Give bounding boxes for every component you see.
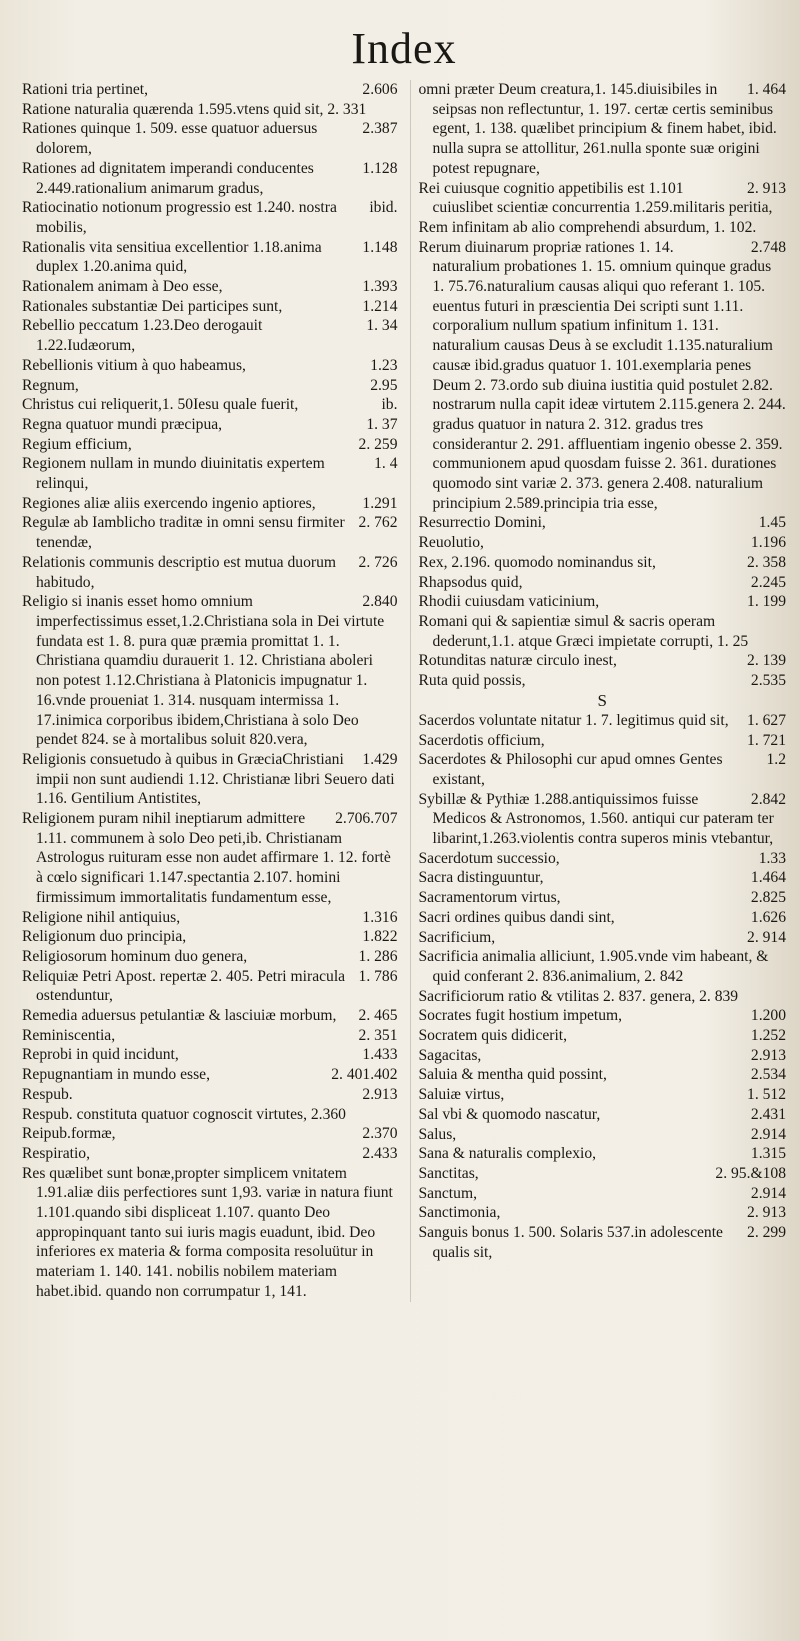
entry-text: Sacri ordines quibus dandi sint, [418,908,615,926]
index-entry [419,731,787,751]
page-reference: 2.433 [362,1144,398,1162]
right-column [410,80,787,1302]
index-entry [419,179,787,218]
index-entry [22,198,398,237]
entry-text: Religio si inanis esset homo omnium imperfectissimus esset,1.2.Christiana sola in Dei virtute fundata est 1. 8. pura quæ præmia promittat 1. 1. Christiana quamdiu durauerit 1. 12. Christiana aboleri non potest 1.12.Christiana à Platonicis impugnatur 1. 16.vnde proueniat 1. 314. nusquam intermissa 1. 17.inimica corporibus ibidem,Christiana à solo Deo pendet 824. se à mortalibus soluit 820.vera, [22,593,385,749]
index-entry [419,1006,787,1026]
index-entry [22,100,398,120]
entry-text: Repugnantiam in mundo esse, [22,1066,210,1084]
index-entry [419,908,787,928]
page-reference: 1.316 [362,908,398,926]
index-entry [419,1125,787,1145]
entry-text: Sacrificiorum ratio & vtilitas 2. 837. genera, 2. 839 [418,987,739,1005]
page-reference: 2.842 [750,790,786,808]
page-reference: 1. 199 [747,593,786,611]
page-reference: 1. 34 [366,317,398,335]
index-entry [22,356,398,376]
index-entry [419,80,787,179]
index-entry [419,513,787,533]
index-entry [22,454,398,493]
entry-text: Respiratio, [22,1144,90,1162]
index-entry [419,1223,787,1262]
entry-text: Sacerdotes & Philosophi cur apud omnes Gentes existant, [418,751,723,788]
page-reference: ib. [381,396,398,414]
page-reference: 1.200 [750,1007,786,1025]
page-reference: 2. 259 [358,435,398,453]
entry-text: Sagacitas, [418,1046,482,1064]
entry-text: Sanctitas, [418,1164,479,1182]
section-letter: S [597,690,607,710]
entry-text: Sanguis bonus 1. 500. Solaris 537.in adolescente qualis sit, [418,1224,723,1261]
index-entry [419,947,787,986]
page-reference: 1.291 [362,494,398,512]
index-entry [419,592,787,612]
index-entry [22,1105,398,1125]
index-entry [419,928,787,948]
index-entry [22,159,398,198]
entry-text: omni præter Deum creatura,1. 145.diuisibiles in seipsas non reflectuntur, 1. 197. certæ certis seminibus egent, 1. 138. quælibet principium & finem habet, ibid. nulla supra se attollitur, 261.nulla sponte suæ origini potest repugnare, [418,81,777,177]
entry-text: Religionis consuetudo à quibus in GræciaChristiani impii non sunt audiendi 1.12. Christianæ libri Seuero dati 1.16. Gentilium Antistites, [22,750,395,808]
page-reference: 2. 358 [747,553,786,571]
index-entry [22,1124,398,1144]
index-entry [22,435,398,455]
page-reference: 2.913 [362,1085,398,1103]
page-reference: 1. 721 [747,731,786,749]
index-entry [419,553,787,573]
entry-text: Christus cui reliquerit,1. 50Iesu quale fuerit, [22,396,299,414]
page-reference: 2.534 [750,1066,786,1084]
page-reference: 1.214 [362,297,398,315]
page-reference: 2.825 [750,889,786,907]
page-reference: 1.464 [750,869,786,887]
page-reference: 2. 913 [747,1204,786,1222]
page-reference: 1.2 [766,751,786,769]
entry-text: Rationi tria pertinet, [22,81,149,98]
index-entry [419,533,787,553]
entry-text: Religionum duo principia, [22,928,187,946]
index-entry [22,553,398,592]
index-entry [419,790,787,849]
page-reference: 1. 286 [358,947,398,965]
index-entry [22,1065,398,1085]
index-entry [419,1065,787,1085]
entry-text: Sana & naturalis complexio, [418,1145,597,1163]
page-reference: 2. 465 [358,1007,398,1025]
entry-text: Regium efficium, [22,435,132,453]
entry-text: Rhodii cuiusdam vaticinium, [418,593,600,611]
page-reference: 1.252 [750,1027,786,1045]
index-entry [22,277,398,297]
entry-text: Saluiæ virtus, [418,1086,505,1104]
entry-text: Sacrificia animalia alliciunt, 1.905.vnde vim habeant, & quid conferant 2. 836.animalium, 2. 842 [418,948,769,985]
index-entry [419,1164,787,1184]
entry-text: Rem infinitam ab alio comprehendi absurdum, 1. 102. [418,218,757,236]
index-entry [419,849,787,869]
entry-text: Res quælibet sunt bonæ,propter simplicem vnitatem 1.91.aliæ diis perfectiores sunt 1,93. variæ in natura fiunt 1.101.quando sibi displiceat 1.107. quanto Deo appropinquant tanto sui iuris magis euadunt, ibid. Deo inferiores ex materia & forma composita resoluütur in materiam 1. 140. 141. nobilis nobilem materiam habet.ibid. quando non corrumpatur 1, 141. [22,1164,393,1300]
index-entry [419,1203,787,1223]
index-entry [22,1026,398,1046]
entry-text: Religionem puram nihil ineptiarum admittere 1.11. communem à solo Deo peti,ib. Christianam Astrologus ruituram esse non audet affirmare 1. 12. fortè à cœlo significari 1.147.spectantia 2.107. homini firmissimum immortalitatis fundamentum esse, [22,810,391,906]
page-reference: 2.913 [750,1046,786,1064]
index-entry [419,238,787,514]
index-entry [22,1164,398,1302]
index-entry [22,809,398,908]
page-reference: ibid. [369,199,398,217]
entry-text: Sacramentorum virtus, [418,889,561,907]
entry-text: Rebellio peccatum 1.23.Deo derogauit 1.22.Iudæorum, [22,317,263,355]
index-entry [22,513,398,552]
entry-text: Rationales substantiæ Dei participes sunt, [22,297,283,315]
index-entry [22,1006,398,1026]
page-reference: 2.431 [750,1105,786,1123]
entry-text: Regionem nullam in mundo diuinitatis expertem relinqui, [22,455,325,493]
page-reference: 1.23 [370,356,398,374]
index-entry [419,218,787,238]
page-reference: 2.914 [750,1184,786,1202]
page-reference: 1.429 [362,750,398,768]
page-reference: 1. 4 [374,455,398,473]
page-title: Index [351,24,457,73]
entry-text: Resurrectio Domini, [418,514,546,532]
page-reference: 2.245 [750,573,786,591]
page-reference: 2.535 [750,672,786,690]
index-entry [22,908,398,928]
entry-text: Sacerdotum successio, [418,849,560,867]
entry-text: Socratem quis didicerit, [418,1027,568,1045]
index-entry [419,612,787,651]
page-reference: 2.706.707 [335,810,398,828]
page-reference: 1. 627 [747,711,786,729]
entry-text: Regulæ ab Iamblicho traditæ in omni sensu firmiter tenendæ, [22,514,345,552]
page-reference: 1.822 [362,928,398,946]
index-entry [419,711,787,731]
page-reference: 1. 464 [747,81,786,98]
index-entry [419,1184,787,1204]
page-reference: 1. 512 [747,1086,786,1104]
index-entry [22,494,398,514]
page-reference: 1.626 [750,908,786,926]
page-reference: 2.840 [362,593,398,611]
index-entry [419,987,787,1007]
entry-text: Rei cuiusque cognitio appetibilis est 1.101 cuiuslibet scientiæ concurrentia 1.259.militaris peritia, [418,179,773,217]
entry-text: Sacrificium, [418,928,496,946]
page-reference: 1. 37 [366,415,398,433]
page-reference: 2. 299 [747,1224,786,1242]
index-entry [419,1026,787,1046]
index-entry [419,671,787,691]
entry-text: Respub. [22,1085,73,1103]
entry-text: Sacerdos voluntate nitatur 1. 7. legitimus quid sit, [418,711,729,729]
entry-text: Remedia aduersus petulantiæ & lasciuiæ morbum, [22,1007,337,1025]
entry-text: Sybillæ & Pythiæ 1.288.antiquissimos fuisse Medicos & Astronomos, 1.560. antiqui cur pateram ter libarint,1.263.violentis contra superos minis vtebantur, [418,790,774,848]
entry-text: Religione nihil antiquius, [22,908,181,926]
index-entry [22,415,398,435]
page-reference: 2. 401.402 [331,1066,398,1084]
index-entry [419,1144,787,1164]
index-entry [22,238,398,277]
entry-text: Salus, [418,1125,457,1143]
page-reference: 2.914 [750,1125,786,1143]
index-entry [22,80,398,100]
index-entry [419,888,787,908]
page-reference: 1.433 [362,1046,398,1064]
entry-text: Rationes quinque 1. 509. esse quatuor aduersus dolorem, [22,120,318,158]
entry-text: Rotunditas naturæ circulo inest, [418,652,617,670]
entry-text: Rerum diuinarum propriæ rationes 1. 14. naturalium probationes 1. 15. omnium quinque gradus 1. 75.76.naturalium causas aliqui quo referant 1. 105. euentus futuri in præscientia Dei scripti sunt 1.11. corporalium nullum spatium infinitum 1. 131. naturalium causas Deus à se excludit 1.135.naturalium causæ ibid.gradus quatuor 1. 101.exemplaria penes Deum 2. 73.ordo sub diuina iustitia quid postulet 2.82. nostrarum nulla capit ideæ virtutem 2.115.genera 2. 244. gradus quatuor in natura 2. 312. gradus tres considerantur 2. 291. affluentiam ingenio obesse 2. 359. communionem apud quosdam fuisse 2. 361. durationes quomodo sint variæ 2. 373. genera 2.408. naturalium principium 2.589.principia tria esse, [418,238,786,512]
page-reference: 2. 913 [747,179,786,197]
entry-text: Regnum, [22,376,79,394]
entry-text: Socrates fugit hostium impetum, [418,1007,623,1025]
page-header [22,18,786,80]
index-entry [22,750,398,809]
entry-text: Regna quatuor mundi præcipua, [22,415,223,433]
index-entry [419,750,787,789]
page-reference: 1.148 [362,238,398,256]
entry-text: Reuolutio, [418,534,484,552]
entry-text: Reipub.formæ, [22,1125,116,1143]
page-reference: 1.45 [758,514,786,532]
entry-text: Religiosorum hominum duo genera, [22,947,248,965]
entry-text: Rationalis vita sensitiua excellentior 1.18.anima duplex 1.20.anima quid, [22,238,322,276]
page-reference: 2.606 [362,81,398,98]
entry-text: Sacerdotis officium, [418,731,545,749]
entry-text: Sal vbi & quomodo nascatur, [418,1105,601,1123]
entry-text: Rex, 2.196. quomodo nominandus sit, [418,553,656,571]
index-entry [22,1045,398,1065]
index-entry [22,947,398,967]
page-reference: 1.33 [758,849,786,867]
entry-text: Rhapsodus quid, [418,573,523,591]
index-entry [22,376,398,396]
page-reference: 2.748 [750,238,786,256]
index-entry [419,1085,787,1105]
index-entry [22,316,398,355]
entry-text: Rationes ad dignitatem imperandi conducentes 2.449.rationalium animarum gradus, [22,159,314,197]
index-entry [22,1144,398,1164]
page-reference: 1. 786 [358,967,398,985]
page-reference: 1.315 [750,1145,786,1163]
index-entry [419,868,787,888]
entry-text: Respub. constituta quatuor cognoscit virtutes, 2.360 [22,1105,346,1123]
entry-text: Rebellionis vitium à quo habeamus, [22,356,246,374]
entry-text: Romani qui & sapientiæ simul & sacris operam dederunt,1.1. atque Græci impietate corrupti, 1. 25 [418,612,749,650]
index-entry [419,1046,787,1066]
page-reference: 2. 762 [358,514,398,532]
entry-text: Sanctum, [418,1184,477,1202]
entry-text: Reminiscentia, [22,1026,116,1044]
entry-text: Reliquiæ Petri Apost. repertæ 2. 405. Petri miracula ostenduntur, [22,967,346,1005]
index-entry [22,1085,398,1105]
entry-text: Rationalem animam à Deo esse, [22,278,223,296]
index-entry [22,927,398,947]
page-reference: 2. 351 [358,1026,398,1044]
index-entry [419,651,787,671]
entry-text: Reprobi in quid incidunt, [22,1046,179,1064]
page-reference: 2.370 [362,1125,398,1143]
page-reference: 2.95 [370,376,398,394]
entry-text: Saluia & mentha quid possint, [418,1066,607,1084]
entry-text: Sacra distinguuntur, [418,869,544,887]
index-entry [419,573,787,593]
page-reference: 2. 914 [747,928,786,946]
entry-text: Regiones aliæ aliis exercendo ingenio aptiores, [22,494,316,512]
page-reference: 1.393 [362,278,398,296]
index-columns [22,80,786,1302]
index-entry [22,592,398,750]
page-reference: 2. 726 [358,553,398,571]
entry-text: Ruta quid possis, [418,672,526,690]
index-entry [22,395,398,415]
page-reference: 1.196 [750,534,786,552]
left-column [22,80,398,1302]
page-reference: 2.387 [362,120,398,138]
page-reference: 2. 95.&108 [715,1164,786,1182]
page-reference: 2. 139 [747,652,786,670]
index-entry [22,119,398,158]
index-entry [22,967,398,1006]
entry-text: Ratione naturalia quærenda 1.595.vtens quid sit, 2. 331 [22,100,367,118]
page-reference: 1.128 [362,159,398,177]
index-entry [22,297,398,317]
index-entry [419,1105,787,1125]
entry-text: Relationis communis descriptio est mutua duorum habitudo, [22,553,336,591]
entry-text: Ratiocinatio notionum progressio est 1.240. nostra mobilis, [22,199,337,236]
entry-text: Sanctimonia, [418,1204,501,1222]
